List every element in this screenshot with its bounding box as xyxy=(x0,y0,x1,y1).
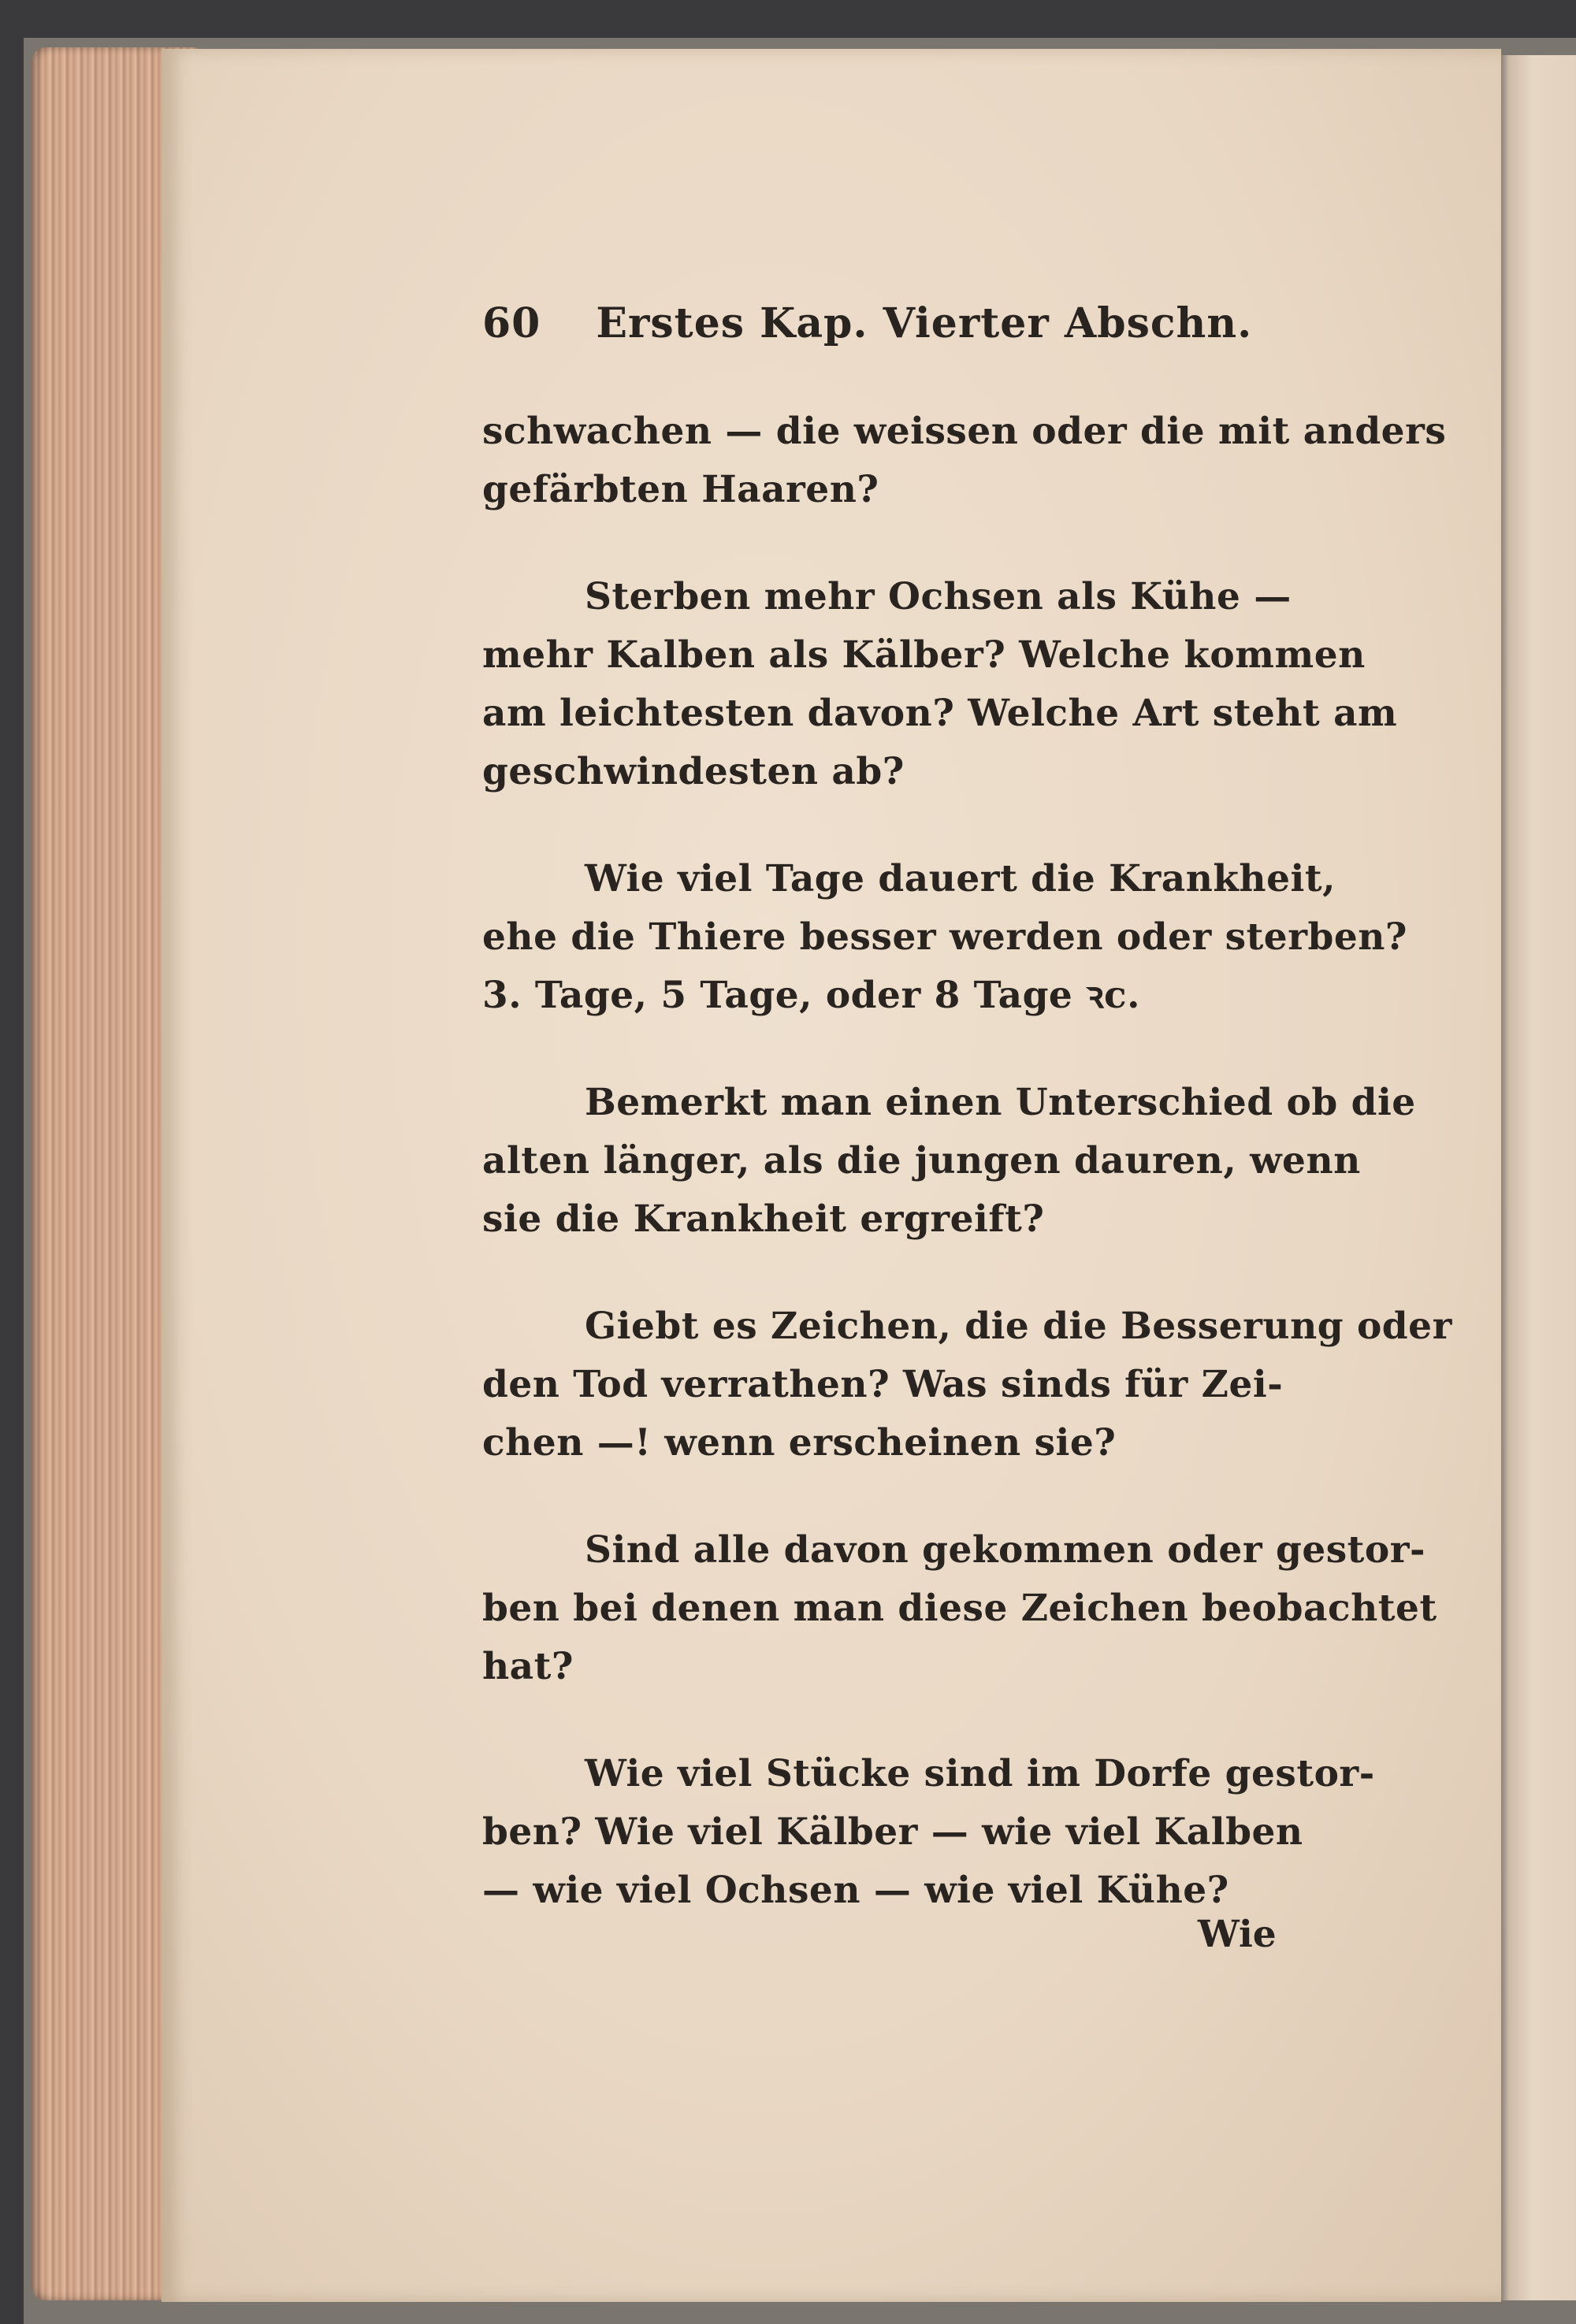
text-line: ben bei denen man diese Zeichen beobachtet xyxy=(482,1587,1437,1630)
text-line: chen —! wenn erscheinen sie? xyxy=(482,1421,1117,1465)
text-line: geschwindesten ab? xyxy=(482,750,905,793)
paragraph xyxy=(482,1298,1452,1472)
text-line: Bemerkt man einen Unterschied ob die xyxy=(585,1081,1416,1124)
paragraph xyxy=(482,1521,1437,1696)
text-line: Wie viel Stücke sind im Dorfe gestor- xyxy=(585,1752,1375,1795)
text-line: Sind alle davon gekommen oder gestor- xyxy=(585,1528,1426,1572)
text-line: alten länger, als die jungen dauren, wenn xyxy=(482,1139,1361,1182)
text-line: ben? Wie viel Kälber — wie viel Kalben xyxy=(482,1810,1303,1854)
catchword: Wie xyxy=(1198,1913,1277,1956)
text-line: 3. Tage, 5 Tage, oder 8 Tage ꝛc. xyxy=(482,974,1140,1017)
text-line: Wie viel Tage dauert die Krankheit, xyxy=(585,857,1336,900)
text-line: Giebt es Zeichen, die die Besserung oder xyxy=(585,1305,1452,1348)
text-line: am leichtesten davon? Welche Art steht am xyxy=(482,692,1398,735)
facing-page-edge xyxy=(1501,55,1576,2300)
page-header xyxy=(482,299,1314,347)
page-number: 60 xyxy=(482,299,541,347)
text-line: mehr Kalben als Kälber? Welche kommen xyxy=(482,633,1366,677)
paragraph xyxy=(482,568,1398,801)
running-head: Erstes Kap. Vierter Abschn. xyxy=(596,299,1253,347)
text-line: schwachen — die weissen oder die mit anders xyxy=(482,410,1447,453)
paragraph xyxy=(482,850,1407,1025)
text-line: — wie viel Ochsen — wie viel Kühe? xyxy=(482,1869,1229,1912)
text-line: den Tod verrathen? Was sinds für Zei- xyxy=(482,1363,1284,1406)
paragraph xyxy=(482,1074,1416,1249)
page-text xyxy=(482,299,1452,1969)
text-line: Sterben mehr Ochsen als Kühe — xyxy=(585,575,1292,618)
text-line: sie die Krankheit ergreift? xyxy=(482,1197,1045,1241)
paragraph xyxy=(482,1745,1375,1920)
paragraph xyxy=(482,403,1447,519)
text-line: hat? xyxy=(482,1645,574,1688)
text-line: gefärbten Haaren? xyxy=(482,468,879,511)
paragraphs xyxy=(482,403,1452,1920)
text-line: ehe die Thiere besser werden oder sterben? xyxy=(482,915,1407,959)
